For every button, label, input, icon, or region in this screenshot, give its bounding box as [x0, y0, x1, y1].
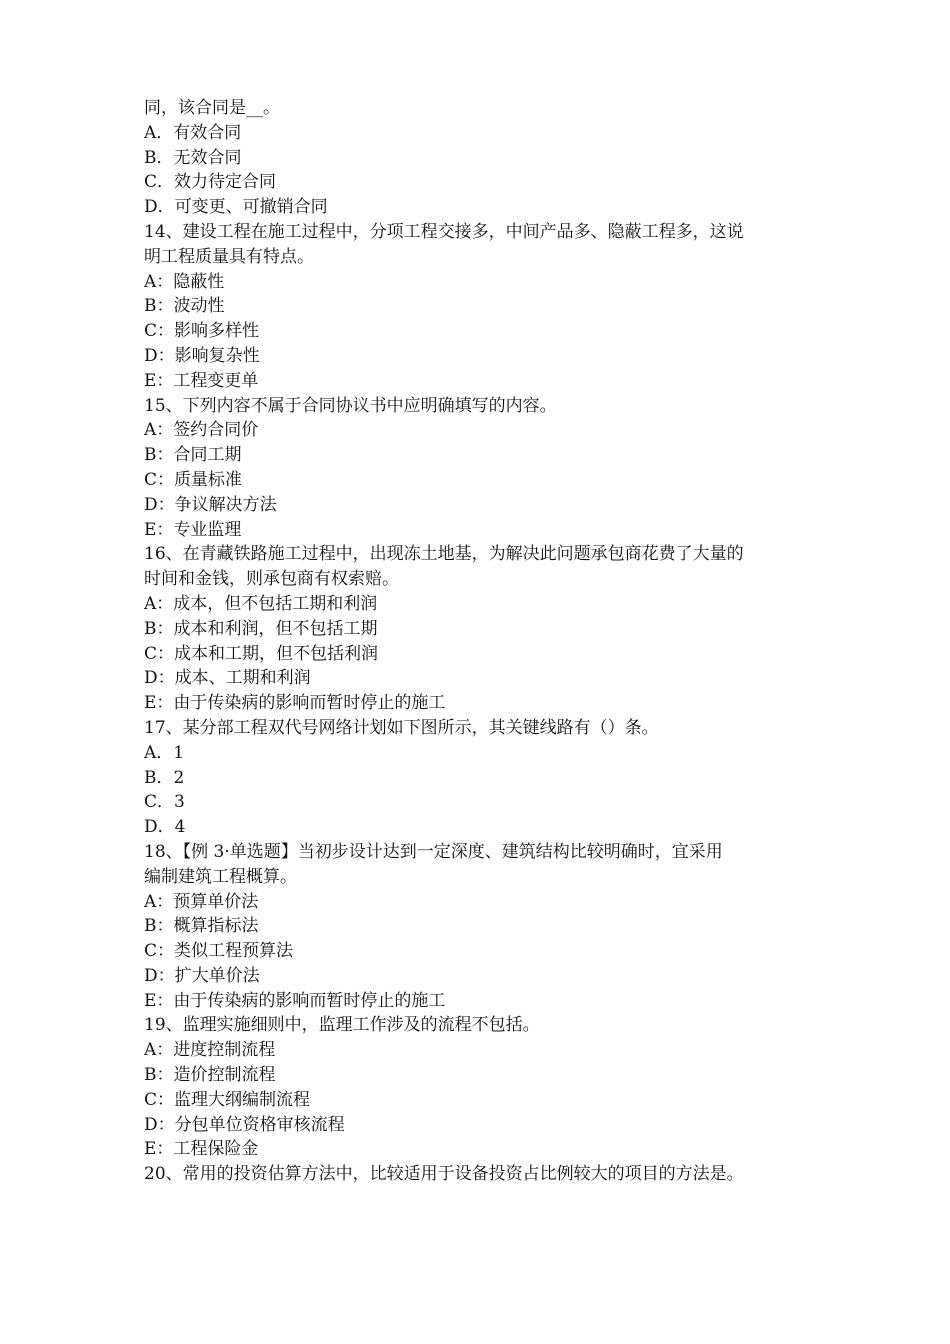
option-line: E：专业监理	[144, 519, 242, 540]
option-line: C：类似工程预算法	[144, 941, 294, 962]
option-line: B：造价控制流程	[144, 1065, 276, 1086]
option-line: A：进度控制流程	[144, 1040, 276, 1061]
option-line: A：隐蔽性	[144, 271, 225, 292]
option-line: D：分包单位资格审核流程	[144, 1114, 345, 1135]
option-line: C：影响多样性	[144, 321, 260, 342]
option-line: A．有效合同	[144, 122, 242, 143]
option-line: A：成本，但不包括工期和利润	[144, 593, 378, 614]
option-line: B：合同工期	[144, 445, 242, 466]
question-line: 17、某分部工程双代号网络计划如下图所示，其关键线路有（）条。	[144, 717, 659, 738]
option-line: B：成本和利润，但不包括工期	[144, 618, 378, 639]
option-line: B：概算指标法	[144, 916, 259, 937]
option-line: B．2	[144, 767, 185, 788]
option-line: E：由于传染病的影响而暂时停止的施工	[144, 990, 446, 1011]
option-line: E：工程变更单	[144, 370, 259, 391]
text-line: 同，该合同是__。	[144, 98, 280, 118]
question-line: 20、常用的投资估算方法中，比较适用于设备投资占比例较大的项目的方法是。	[144, 1164, 744, 1185]
option-line: C．效力待定合同	[144, 172, 277, 193]
option-line: C：监理大纲编制流程	[144, 1089, 311, 1110]
question-line: 18、【例 3·单选题】当初步设计达到一定深度、建筑结构比较明确时，宜采用	[144, 841, 723, 862]
document-body	[144, 96, 824, 1187]
option-line: A：签约合同价	[144, 420, 259, 441]
question-line: 明工程质量具有特点。	[144, 246, 314, 267]
question-line: 14、建设工程在施工过程中，分项工程交接多，中间产品多、隐蔽工程多，这说	[144, 221, 744, 242]
option-line: D：争议解决方法	[144, 494, 277, 515]
option-line: B．无效合同	[144, 147, 242, 168]
option-line: D．可变更、可撤销合同	[144, 197, 328, 218]
option-line: D：影响复杂性	[144, 345, 260, 366]
option-line: D．4	[144, 817, 186, 838]
option-line: C：质量标准	[144, 469, 243, 490]
question-line: 15、下列内容不属于合同协议书中应明确填写的内容。	[144, 395, 557, 416]
option-line: C：成本和工期，但不包括利润	[144, 643, 379, 664]
question-line: 19、监理实施细则中，监理工作涉及的流程不包括。	[144, 1015, 540, 1036]
option-line: D：扩大单价法	[144, 965, 260, 986]
option-line: A．1	[144, 742, 185, 763]
option-line: B：波动性	[144, 296, 225, 317]
question-line: 时间和金钱，则承包商有权索赔。	[144, 569, 399, 590]
option-line: D：成本、工期和利润	[144, 668, 311, 689]
option-line: A：预算单价法	[144, 891, 259, 912]
question-line: 编制建筑工程概算。	[144, 866, 297, 887]
option-line: E：工程保险金	[144, 1139, 259, 1160]
option-line: C．3	[144, 792, 185, 813]
question-line: 16、在青藏铁路施工过程中，出现冻土地基，为解决此问题承包商花费了大量的	[144, 544, 744, 565]
option-line: E：由于传染病的影响而暂时停止的施工	[144, 693, 446, 714]
